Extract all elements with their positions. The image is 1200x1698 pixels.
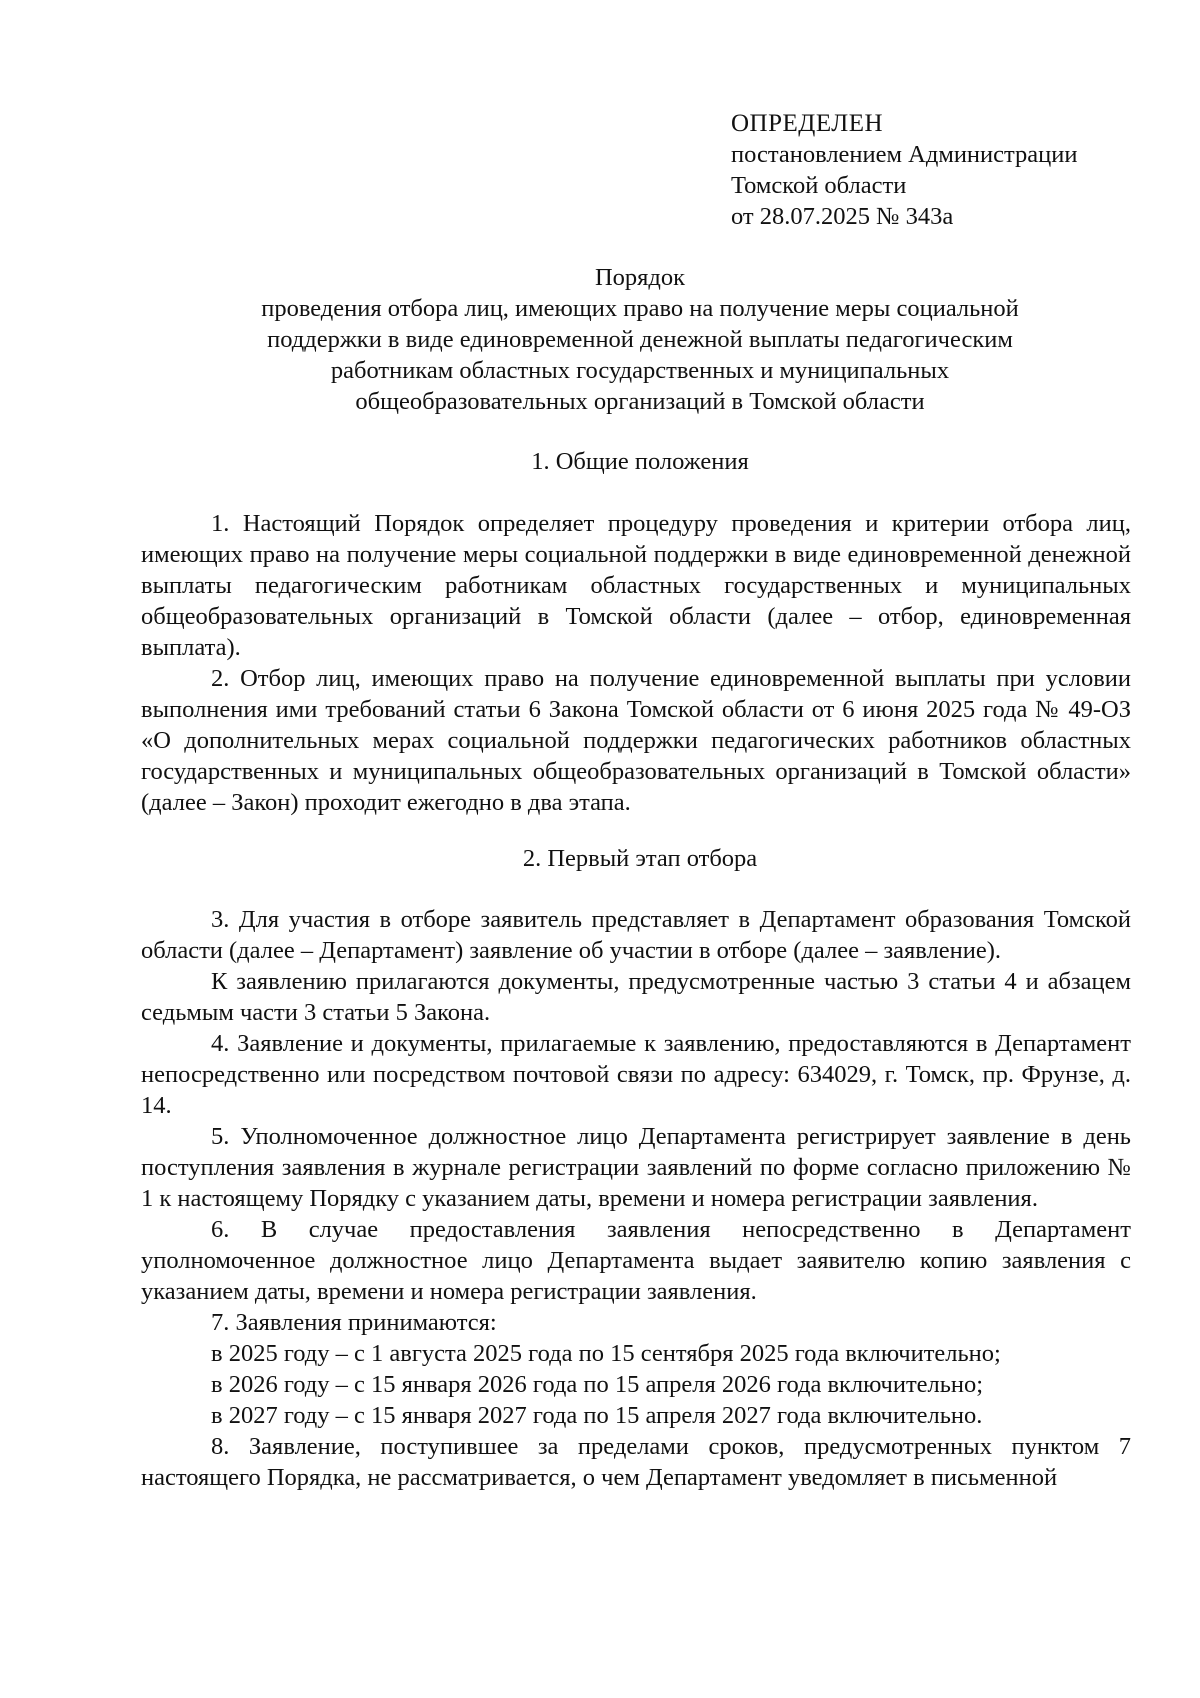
section-2-body [141, 904, 1131, 1493]
paragraph-8: 8. Заявление, поступившее за пределами сроков, предусмотренных пунктом 7 настоящего Порядка, не рассматривается, о чем Департамент уведомляет в письменной [141, 1433, 1131, 1491]
section-heading-1: 1. Общие положения [531, 448, 749, 475]
approval-line-3: от 28.07.2025 № 343а [731, 203, 954, 230]
section-1-body [141, 508, 1131, 818]
title-line-4: работникам областных государственных и муниципальных [330, 357, 950, 384]
approval-head: ОПРЕДЕЛЕН [731, 110, 884, 137]
paragraph-7: 7. Заявления принимаются: [211, 1309, 497, 1336]
paragraph-2: 2. Отбор лиц, имеющих право на получение единовременной выплаты при условии выполнения ими требований статьи 6 Закона Томской области от 6 июня 2025 года № 49-ОЗ «О дополнительных мерах социальной поддержки педагогических работников областных государственных и муниципальных общеобразовательных организаций в Томской области» (далее – Закон) проходит ежегодно в два этапа. [141, 665, 1131, 816]
document-title [140, 262, 1140, 417]
paragraph-7c: в 2027 году – с 15 января 2027 года по 15 апреля 2027 года включительно. [211, 1402, 983, 1429]
title-line-3: поддержки в виде единовременной денежной выплаты педагогическим [267, 326, 1013, 353]
paragraph-5: 5. Уполномоченное должностное лицо Департамента регистрирует заявление в день поступления заявления в журнале регистрации заявлений по форме согласно приложению № 1 к настоящему Порядку с указанием даты, времени и номера регистрации заявления. [141, 1123, 1131, 1212]
approval-line-2: Томской области [731, 172, 907, 199]
paragraph-3: 3. Для участия в отборе заявитель представляет в Департамент образования Томской области (далее – Департамент) заявление об участии в отборе (далее – заявление). [141, 906, 1131, 964]
title-line-2: проведения отбора лиц, имеющих право на получение меры социальной [261, 295, 1019, 322]
approval-line-1: постановлением Администрации [731, 141, 1078, 168]
paragraph-1: 1. Настоящий Порядок определяет процедуру проведения и критерии отбора лиц, имеющих право на получение меры социальной поддержки в виде единовременной денежной выплаты педагогическим работникам областных государственных и муниципальных общеобразовательных организаций в Томской области (далее – отбор, единовременная выплата). [141, 510, 1131, 661]
paragraph-3b: К заявлению прилагаются документы, предусмотренные частью 3 статьи 4 и абзацем седьмым части 3 статьи 5 Закона. [141, 968, 1131, 1026]
section-heading-2: 2. Первый этап отбора [522, 845, 758, 872]
paragraph-7a: в 2025 году – с 1 августа 2025 года по 15 сентября 2025 года включительно; [211, 1340, 1001, 1367]
title-line-5: общеобразовательных организаций в Томской области [355, 388, 925, 415]
paragraph-7b: в 2026 году – с 15 января 2026 года по 15 апреля 2026 года включительно; [211, 1371, 984, 1398]
approval-stamp [731, 108, 1171, 232]
paragraph-4: 4. Заявление и документы, прилагаемые к заявлению, предоставляются в Департамент непосредственно или посредством почтовой связи по адресу: 634029, г. Томск, пр. Фрунзе, д. 14. [141, 1030, 1131, 1119]
title-line-1: Порядок [594, 264, 686, 291]
paragraph-6: 6. В случае предоставления заявления непосредственно в Департамент уполномоченное должностное лицо Департамента выдает заявителю копию заявления с указанием даты, времени и номера регистрации заявления. [141, 1216, 1131, 1305]
